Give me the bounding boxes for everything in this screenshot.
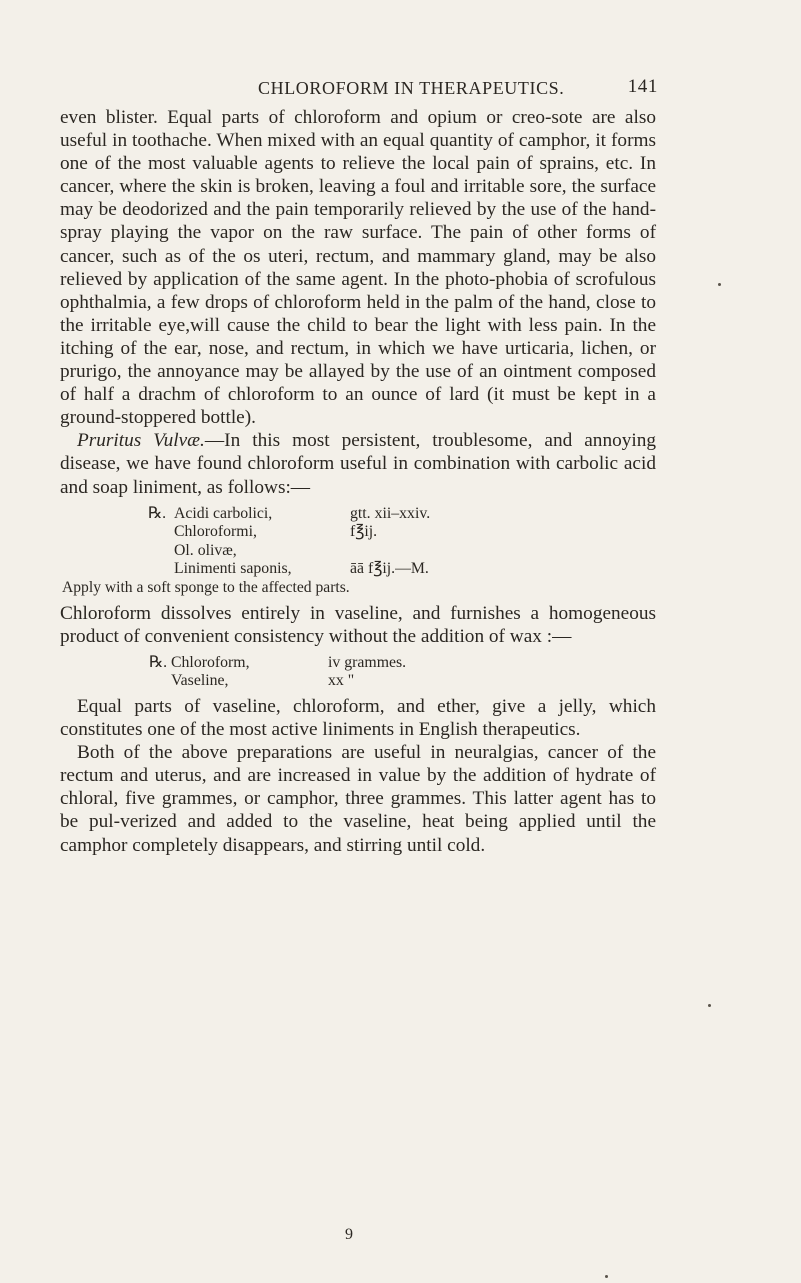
running-head — [196, 72, 666, 102]
rx-symbol: ℞. — [149, 653, 168, 671]
prescription-row — [66, 672, 656, 691]
prescription-1 — [62, 505, 656, 598]
page-number: 141 — [627, 76, 658, 97]
prescription-row — [66, 654, 656, 673]
signature-mark: 9 — [345, 1226, 353, 1243]
prescription-row — [62, 560, 656, 579]
pruritus-body: —In this most persistent, troublesome, and annoying disease, we have found chloroform useful in combination with carbolic acid and soap liniment, as follows:— — [60, 430, 657, 498]
prescription-direction: Apply with a soft sponge to the affected parts. — [62, 578, 350, 596]
paragraph-pruritus — [60, 429, 656, 498]
rx-symbol: ℞. — [148, 504, 167, 522]
quantity: iv grammes. — [328, 653, 407, 671]
ingredient: Linimenti saponis, — [174, 560, 292, 578]
ingredient: Chloroformi, — [174, 523, 257, 541]
prescription-row — [62, 505, 656, 524]
quantity: f℥ij. — [350, 523, 378, 541]
prescription-2 — [66, 654, 656, 691]
pruritus-heading: Pruritus Vulvæ. — [77, 430, 205, 452]
quantity: xx " — [328, 672, 355, 690]
paragraph-jelly: Equal parts of vaseline, chloroform, and ether, give a jelly, which constitutes one of the most active liniments in English therapeutics. — [60, 695, 656, 741]
paragraph-neuralgias: Both of the above preparations are useful in neuralgias, cancer of the rectum and uterus, and are increased in value by the addition of hydrate of chloral, five grammes, or camphor, three grammes. This latter agent has to be pul-verized and added to the vaseline, heat being applied until the camphor completely disappears, and stirring until cold. — [60, 742, 656, 856]
paragraph-vaseline: Chloroform dissolves entirely in vaseline, and furnishes a homogeneous product of convenient consistency without the addition of wax :— — [60, 602, 656, 647]
ingredient: Ol. olivæ, — [174, 541, 237, 559]
quantity: āā f℥ij.—M. — [350, 560, 429, 578]
ingredient: Chloroform, — [171, 653, 250, 671]
paragraph-1: even blister. Equal parts of chloroform and opium or creo-sote are also useful in toothache. When mixed with an equal quantity of camphor, it forms one of the most valuable agents to relieve the local pain of sprains, etc. In cancer, where the skin is broken, leaving a foul and irritable sore, the surface may be deodorized and the pain temporarily relieved by the use of the hand-spray playing the vapor on the raw surface. The pain of other forms of cancer, such as of the os uteri, rectum, and mammary gland, may be also relieved by application of the same agent. In the photo-phobia of scrofulous ophthalmia, a few drops of chloroform held in the palm of the hand, close to the irritable eye,will cause the child to bear the light with less pain. In the itching of the ear, nose, and rectum, in which we have urticaria, lichen, or prurigo, the annoyance may be allayed by the use of an ointment composed of half a drachm of chloroform to an ounce of lard (it must be kept in a ground-stoppered bottle). — [60, 107, 656, 429]
print-speck — [605, 1275, 608, 1278]
prescription-row — [62, 523, 656, 542]
quantity: gtt. xii–xxiv. — [350, 504, 431, 522]
body-text — [60, 106, 656, 857]
print-speck — [718, 283, 721, 286]
prescription-row — [62, 542, 656, 561]
ingredient: Vaseline, — [171, 672, 229, 690]
ingredient: Acidi carbolici, — [174, 504, 273, 522]
print-speck — [708, 1004, 711, 1007]
running-title: CHLOROFORM IN THERAPEUTICS. — [258, 78, 565, 98]
